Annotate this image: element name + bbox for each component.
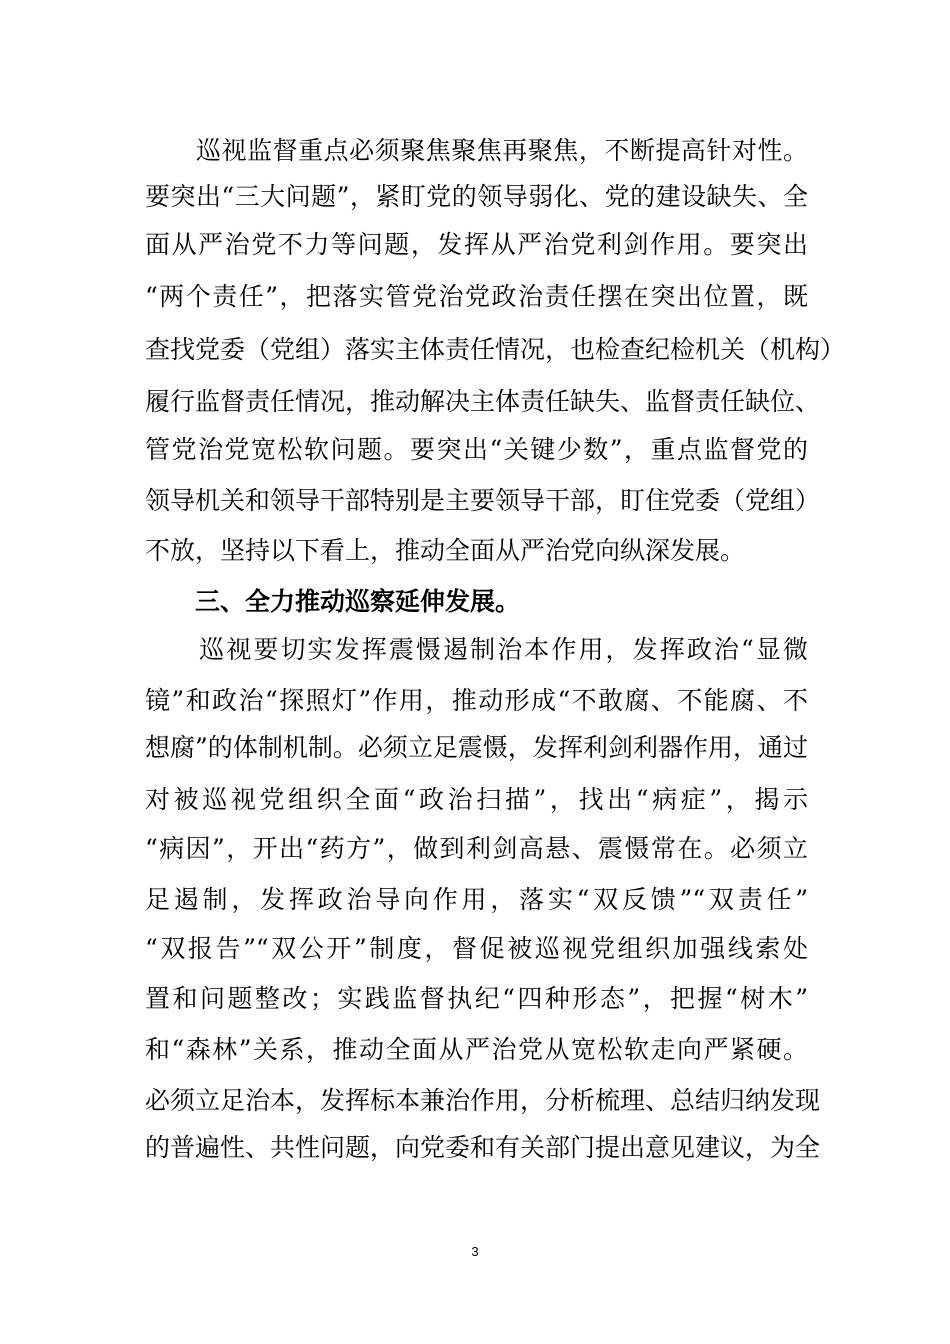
paragraph-2-line-11: 的普遍性、共性问题，向党委和有关部门提出意见建议，为全 — [145, 1133, 821, 1162]
paragraph-1-line-9: 不放，坚持以下看上，推动全面从严治党向纵深发展。 — [145, 536, 746, 565]
paragraph-1-line-1: 巡视监督重点必须聚焦聚焦再聚焦，不断提高针对性。 — [145, 136, 808, 165]
paragraph-1-line-2: 要突出“三大问题”，紧盯党的领导弱化、党的建设缺失、全 — [145, 182, 808, 211]
paragraph-2-line-10: 必须立足治本，发挥标本兼治作用，分析梳理、总结归纳发现 — [145, 1086, 821, 1115]
paragraph-1-line-6: 履行监督责任情况，推动解决主体责任缺失、监督责任缺位、 — [145, 387, 821, 416]
paragraph-1-line-4: “两个责任”，把落实管党治党政治责任摆在突出位置，既 — [145, 282, 808, 311]
paragraph-1-line-8: 领导机关和领导干部特别是主要领导干部，盯住党委（党组） — [145, 486, 821, 515]
paragraph-2-line-7: “双报告”“双公开”制度，督促被巡视党组织加强线索处 — [145, 934, 808, 963]
paragraph-2-line-9: 和“森林”关系，推动全面从严治党从宽松软走向严紧硬。 — [145, 1035, 808, 1064]
paragraph-2-line-2: 镜”和政治“探照灯”作用，推动形成“不敢腐、不能腐、不 — [145, 686, 808, 715]
paragraph-1-line-5: 查找党委（党组）落实主体责任情况，也检查纪检机关（机构） — [145, 335, 846, 364]
paragraph-2-line-8: 置和问题整改；实践监督执纪“四种形态”，把握“树木” — [145, 984, 808, 1013]
paragraph-2-line-6: 足遏制，发挥政治导向作用，落实“双反馈”“双责任” — [145, 885, 808, 914]
paragraph-2-line-1: 巡视要切实发挥震慑遏制治本作用，发挥政治“显微 — [145, 635, 808, 664]
paragraph-1-line-3: 面从严治党不力等问题，发挥从严治党利剑作用。要突出 — [145, 230, 808, 259]
page-number: 3 — [471, 1244, 479, 1259]
paragraph-2-line-5: “病因”，开出“药方”，做到利剑高悬、震慑常在。必须立 — [145, 834, 808, 863]
paragraph-2-line-3: 想腐”的体制机制。必须立足震慑，发挥利剑利器作用，通过 — [145, 733, 808, 762]
section-heading: 三、全力推动巡察延伸发展。 — [145, 587, 521, 616]
paragraph-2-line-4: 对被巡视党组织全面“政治扫描”，找出“病症”，揭示 — [145, 785, 808, 814]
paragraph-1-line-7: 管党治党宽松软问题。要突出“关键少数”，重点监督党的 — [145, 435, 808, 464]
